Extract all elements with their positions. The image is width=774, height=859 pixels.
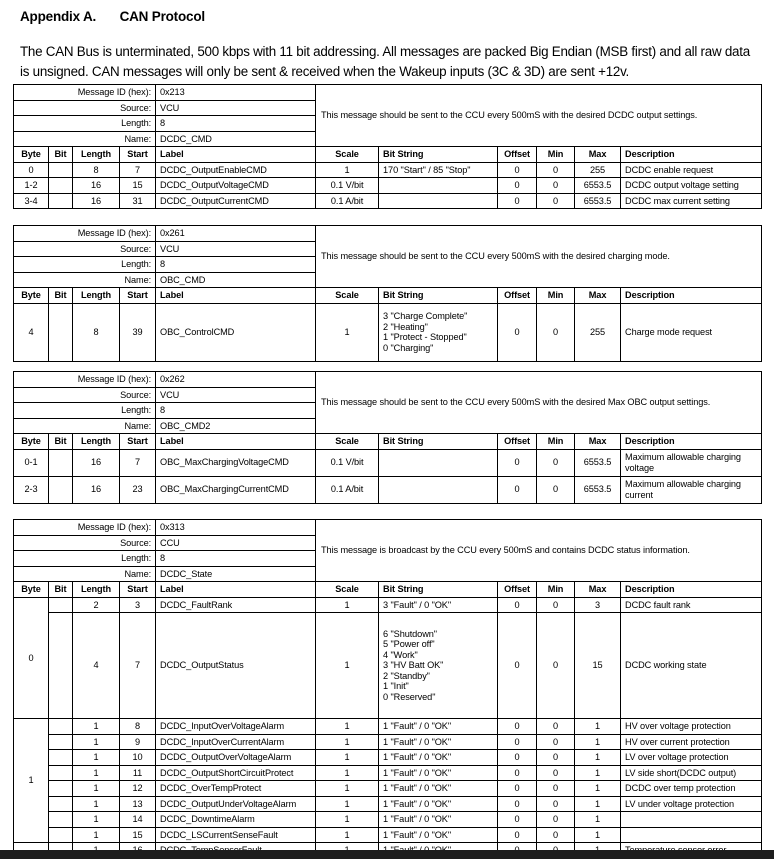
length-label: Length:	[14, 403, 156, 419]
bitstring-cell	[379, 613, 498, 719]
bitstring-cell: 1 "Fault" / 0 "OK"	[379, 750, 498, 766]
offset-cell: 0	[498, 476, 537, 503]
bitstring-cell: 1 "Fault" / 0 "OK"	[379, 812, 498, 828]
scale-cell: 1	[316, 812, 379, 828]
offset-cell: 0	[498, 449, 537, 476]
message-id-value: 0x261	[156, 226, 316, 242]
scale-cell: 0.1 A/bit	[316, 476, 379, 503]
min-cell: 0	[537, 162, 575, 178]
bitstring-cell: 1 "Fault" / 0 "OK"	[379, 719, 498, 735]
bitstring-cell: 1 "Fault" / 0 "OK"	[379, 781, 498, 797]
can-message-table-0x213	[13, 84, 762, 209]
description-cell: DCDC enable request	[621, 162, 762, 178]
length-cell: 1	[73, 765, 120, 781]
description-cell: HV over current protection	[621, 734, 762, 750]
bit-cell	[49, 178, 73, 194]
max-cell: 255	[575, 162, 621, 178]
description-cell: DCDC fault rank	[621, 597, 762, 613]
column-header-label: Label	[156, 147, 316, 163]
column-header-description: Description	[621, 434, 762, 450]
max-cell: 1	[575, 750, 621, 766]
min-cell: 0	[537, 597, 575, 613]
scale-cell: 0.1 V/bit	[316, 178, 379, 194]
bitstring-line: 2 "Heating"	[383, 321, 428, 332]
signal-row	[14, 827, 762, 843]
length-value: 8	[156, 116, 316, 132]
source-label: Source:	[14, 535, 156, 551]
signal-row	[14, 162, 762, 178]
signal-row	[14, 476, 762, 503]
section-number: Appendix A.	[20, 9, 97, 24]
min-cell: 0	[537, 613, 575, 719]
length-cell: 1	[73, 734, 120, 750]
offset-cell: 0	[498, 613, 537, 719]
start-cell: 23	[120, 476, 156, 503]
scale-cell: 1	[316, 162, 379, 178]
column-header-label: Label	[156, 434, 316, 450]
start-cell: 9	[120, 734, 156, 750]
length-cell: 4	[73, 613, 120, 719]
source-value: VCU	[156, 387, 316, 403]
length-value: 8	[156, 257, 316, 273]
column-header-bit: Bit	[49, 582, 73, 598]
column-header-max: Max	[575, 434, 621, 450]
scale-cell: 1	[316, 734, 379, 750]
scale-cell: 0.1 A/bit	[316, 193, 379, 209]
label-cell: DCDC_OutputOverVoltageAlarm	[156, 750, 316, 766]
max-cell: 6553.5	[575, 476, 621, 503]
scale-cell: 0.1 V/bit	[316, 449, 379, 476]
length-cell: 16	[73, 178, 120, 194]
name-value: OBC_CMD2	[156, 418, 316, 434]
signal-row	[14, 750, 762, 766]
start-cell: 15	[120, 827, 156, 843]
description-cell	[621, 827, 762, 843]
start-cell: 3	[120, 597, 156, 613]
max-cell: 15	[575, 613, 621, 719]
meta-row-message-id	[14, 372, 762, 388]
bitstring-line: 3 "Charge Complete"	[383, 311, 468, 321]
column-header-row	[14, 147, 762, 163]
start-cell: 14	[120, 812, 156, 828]
byte-cell: 0	[14, 162, 49, 178]
offset-cell: 0	[498, 178, 537, 194]
bitstring-cell: 1 "Fault" / 0 "OK"	[379, 827, 498, 843]
column-header-min: Min	[537, 582, 575, 598]
length-cell: 2	[73, 597, 120, 613]
length-cell: 8	[73, 162, 120, 178]
offset-cell: 0	[498, 734, 537, 750]
bit-cell	[49, 449, 73, 476]
byte-cell: 4	[14, 303, 49, 361]
scale-cell: 1	[316, 781, 379, 797]
column-header-offset: Offset	[498, 434, 537, 450]
appendix-heading	[20, 9, 205, 24]
label-cell: DCDC_OutputUnderVoltageAlarm	[156, 796, 316, 812]
column-header-bit-string: Bit String	[379, 147, 498, 163]
column-header-length: Length	[73, 582, 120, 598]
scale-cell: 1	[316, 750, 379, 766]
column-header-row	[14, 582, 762, 598]
description-cell	[621, 812, 762, 828]
message-note: This message should be sent to the CCU every 500mS with the desired Max OBC output settings.	[316, 372, 762, 434]
bitstring-line: 2 "Standby"	[383, 670, 430, 681]
column-header-scale: Scale	[316, 434, 379, 450]
min-cell: 0	[537, 827, 575, 843]
column-header-scale: Scale	[316, 288, 379, 304]
message-id-label: Message ID (hex):	[14, 372, 156, 388]
description-cell: Charge mode request	[621, 303, 762, 361]
offset-cell: 0	[498, 193, 537, 209]
length-cell: 16	[73, 193, 120, 209]
column-header-offset: Offset	[498, 582, 537, 598]
label-cell: DCDC_InputOverCurrentAlarm	[156, 734, 316, 750]
scale-cell: 1	[316, 765, 379, 781]
bit-cell	[49, 719, 73, 735]
column-header-byte: Byte	[14, 288, 49, 304]
label-cell: DCDC_OutputShortCircuitProtect	[156, 765, 316, 781]
scale-cell: 1	[316, 613, 379, 719]
column-header-bit: Bit	[49, 288, 73, 304]
start-cell: 11	[120, 765, 156, 781]
can-message-table-0x262	[13, 371, 762, 504]
message-id-value: 0x262	[156, 372, 316, 388]
can-message-table-0x313	[13, 519, 762, 859]
min-cell: 0	[537, 303, 575, 361]
signal-row	[14, 449, 762, 476]
bit-cell	[49, 796, 73, 812]
bitstring-line: 6 "Shutdown"	[383, 628, 437, 639]
label-cell: DCDC_OverTempProtect	[156, 781, 316, 797]
message-note: This message should be sent to the CCU every 500mS with the desired charging mode.	[316, 226, 762, 288]
label-cell: OBC_ControlCMD	[156, 303, 316, 361]
bit-cell	[49, 613, 73, 719]
offset-cell: 0	[498, 812, 537, 828]
description-cell: Maximum allowable charging current	[621, 476, 762, 503]
bitstring-line: 5 "Power off"	[383, 639, 435, 650]
min-cell: 0	[537, 781, 575, 797]
column-header-max: Max	[575, 147, 621, 163]
min-cell: 0	[537, 750, 575, 766]
name-label: Name:	[14, 418, 156, 434]
column-header-start: Start	[120, 582, 156, 598]
column-header-row	[14, 288, 762, 304]
max-cell: 1	[575, 765, 621, 781]
max-cell: 1	[575, 827, 621, 843]
description-cell: LV under voltage protection	[621, 796, 762, 812]
bit-cell	[49, 765, 73, 781]
min-cell: 0	[537, 476, 575, 503]
label-cell: DCDC_LSCurrentSenseFault	[156, 827, 316, 843]
label-cell: OBC_MaxChargingVoltageCMD	[156, 449, 316, 476]
bitstring-line: 0 "Reserved"	[383, 691, 436, 702]
label-cell: DCDC_OutputStatus	[156, 613, 316, 719]
offset-cell: 0	[498, 162, 537, 178]
length-cell: 16	[73, 449, 120, 476]
name-value: DCDC_State	[156, 566, 316, 582]
name-value: OBC_CMD	[156, 272, 316, 288]
min-cell: 0	[537, 734, 575, 750]
message-id-label: Message ID (hex):	[14, 226, 156, 242]
meta-row-message-id	[14, 85, 762, 101]
bottom-bar	[0, 850, 774, 859]
bitstring-cell	[379, 303, 498, 361]
byte-cell: 0	[14, 597, 49, 719]
max-cell: 1	[575, 812, 621, 828]
signal-row	[14, 303, 762, 361]
start-cell: 31	[120, 193, 156, 209]
bitstring-line: 3 "HV Batt OK"	[383, 660, 444, 671]
column-header-start: Start	[120, 434, 156, 450]
min-cell: 0	[537, 449, 575, 476]
column-header-byte: Byte	[14, 434, 49, 450]
bitstring-cell: 3 "Fault" / 0 "OK"	[379, 597, 498, 613]
offset-cell: 0	[498, 827, 537, 843]
signal-row	[14, 613, 762, 719]
signal-row	[14, 193, 762, 209]
description-cell: DCDC output voltage setting	[621, 178, 762, 194]
message-note: This message should be sent to the CCU every 500mS with the desired DCDC output settings.	[316, 85, 762, 147]
column-header-byte: Byte	[14, 582, 49, 598]
source-label: Source:	[14, 100, 156, 116]
max-cell: 6553.5	[575, 449, 621, 476]
length-value: 8	[156, 551, 316, 567]
max-cell: 255	[575, 303, 621, 361]
column-header-start: Start	[120, 147, 156, 163]
intro-paragraph: The CAN Bus is unterminated, 500 kbps with 11 bit addressing. All messages are packed Big Endian (MSB first) and all raw data is unsigned. CAN messages will only be sent & received when the Wakeup inputs (3C & 3D) are sent +12v.	[20, 44, 750, 79]
name-label: Name:	[14, 131, 156, 147]
label-cell: DCDC_OutputEnableCMD	[156, 162, 316, 178]
signal-row	[14, 719, 762, 735]
bit-cell	[49, 193, 73, 209]
min-cell: 0	[537, 765, 575, 781]
bit-cell	[49, 750, 73, 766]
column-header-offset: Offset	[498, 288, 537, 304]
min-cell: 0	[537, 812, 575, 828]
offset-cell: 0	[498, 597, 537, 613]
bitstring-line: 0 "Charging"	[383, 342, 434, 353]
column-header-bit-string: Bit String	[379, 288, 498, 304]
column-header-length: Length	[73, 434, 120, 450]
max-cell: 6553.5	[575, 193, 621, 209]
bit-cell	[49, 734, 73, 750]
source-label: Source:	[14, 387, 156, 403]
message-id-value: 0x313	[156, 520, 316, 536]
length-cell: 1	[73, 827, 120, 843]
meta-row-message-id	[14, 520, 762, 536]
bit-cell	[49, 162, 73, 178]
start-cell: 7	[120, 449, 156, 476]
column-header-label: Label	[156, 288, 316, 304]
column-header-scale: Scale	[316, 582, 379, 598]
max-cell: 1	[575, 781, 621, 797]
label-cell: DCDC_DowntimeAlarm	[156, 812, 316, 828]
source-value: VCU	[156, 241, 316, 257]
start-cell: 7	[120, 613, 156, 719]
length-cell: 16	[73, 476, 120, 503]
signal-row	[14, 597, 762, 613]
column-header-offset: Offset	[498, 147, 537, 163]
start-cell: 39	[120, 303, 156, 361]
signal-row	[14, 765, 762, 781]
scale-cell: 1	[316, 827, 379, 843]
offset-cell: 0	[498, 796, 537, 812]
start-cell: 10	[120, 750, 156, 766]
scale-cell: 1	[316, 597, 379, 613]
min-cell: 0	[537, 193, 575, 209]
label-cell: DCDC_InputOverVoltageAlarm	[156, 719, 316, 735]
max-cell: 1	[575, 719, 621, 735]
description-cell: LV over voltage protection	[621, 750, 762, 766]
start-cell: 15	[120, 178, 156, 194]
bitstring-cell: 170 "Start" / 85 "Stop"	[379, 162, 498, 178]
bitstring-line: 1 "Protect - Stopped"	[383, 332, 467, 342]
description-cell: DCDC max current setting	[621, 193, 762, 209]
meta-row-message-id	[14, 226, 762, 242]
max-cell: 6553.5	[575, 178, 621, 194]
bitstring-line: 1 "Init"	[383, 681, 409, 692]
message-id-value: 0x213	[156, 85, 316, 101]
column-header-label: Label	[156, 582, 316, 598]
length-label: Length:	[14, 551, 156, 567]
label-cell: OBC_MaxChargingCurrentCMD	[156, 476, 316, 503]
column-header-bit: Bit	[49, 147, 73, 163]
bitstring-line: 4 "Work"	[383, 649, 418, 660]
signal-row	[14, 781, 762, 797]
bit-cell	[49, 812, 73, 828]
column-header-bit-string: Bit String	[379, 434, 498, 450]
bit-cell	[49, 781, 73, 797]
column-header-byte: Byte	[14, 147, 49, 163]
scale-cell: 1	[316, 719, 379, 735]
bit-cell	[49, 827, 73, 843]
column-header-max: Max	[575, 582, 621, 598]
bitstring-cell	[379, 193, 498, 209]
scale-cell: 1	[316, 796, 379, 812]
length-label: Length:	[14, 116, 156, 132]
length-value: 8	[156, 403, 316, 419]
signal-row	[14, 734, 762, 750]
column-header-max: Max	[575, 288, 621, 304]
byte-cell: 1	[14, 719, 49, 843]
min-cell: 0	[537, 796, 575, 812]
offset-cell: 0	[498, 719, 537, 735]
bitstring-cell: 1 "Fault" / 0 "OK"	[379, 734, 498, 750]
byte-cell: 1-2	[14, 178, 49, 194]
bitstring-cell	[379, 449, 498, 476]
bitstring-cell	[379, 178, 498, 194]
column-header-bit: Bit	[49, 434, 73, 450]
scale-cell: 1	[316, 303, 379, 361]
can-message-table-0x261	[13, 225, 762, 362]
max-cell: 1	[575, 796, 621, 812]
bit-cell	[49, 597, 73, 613]
description-cell: DCDC working state	[621, 613, 762, 719]
signal-row	[14, 796, 762, 812]
column-header-start: Start	[120, 288, 156, 304]
column-header-bit-string: Bit String	[379, 582, 498, 598]
column-header-min: Min	[537, 288, 575, 304]
column-header-min: Min	[537, 147, 575, 163]
label-cell: DCDC_OutputVoltageCMD	[156, 178, 316, 194]
description-cell: LV side short(DCDC output)	[621, 765, 762, 781]
source-value: CCU	[156, 535, 316, 551]
source-value: VCU	[156, 100, 316, 116]
description-cell: DCDC over temp protection	[621, 781, 762, 797]
start-cell: 7	[120, 162, 156, 178]
label-cell: DCDC_FaultRank	[156, 597, 316, 613]
signal-row	[14, 812, 762, 828]
column-header-min: Min	[537, 434, 575, 450]
min-cell: 0	[537, 178, 575, 194]
offset-cell: 0	[498, 303, 537, 361]
source-label: Source:	[14, 241, 156, 257]
byte-cell: 2-3	[14, 476, 49, 503]
column-header-row	[14, 434, 762, 450]
start-cell: 12	[120, 781, 156, 797]
byte-cell: 3-4	[14, 193, 49, 209]
bitstring-cell	[379, 476, 498, 503]
column-header-length: Length	[73, 147, 120, 163]
description-cell: Maximum allowable charging voltage	[621, 449, 762, 476]
max-cell: 3	[575, 597, 621, 613]
message-id-label: Message ID (hex):	[14, 85, 156, 101]
column-header-description: Description	[621, 147, 762, 163]
length-cell: 1	[73, 796, 120, 812]
column-header-description: Description	[621, 582, 762, 598]
bit-cell	[49, 476, 73, 503]
name-label: Name:	[14, 566, 156, 582]
message-note: This message is broadcast by the CCU every 500mS and contains DCDC status information.	[316, 520, 762, 582]
name-value: DCDC_CMD	[156, 131, 316, 147]
length-label: Length:	[14, 257, 156, 273]
length-cell: 1	[73, 719, 120, 735]
start-cell: 13	[120, 796, 156, 812]
description-cell: HV over voltage protection	[621, 719, 762, 735]
offset-cell: 0	[498, 781, 537, 797]
column-header-description: Description	[621, 288, 762, 304]
offset-cell: 0	[498, 750, 537, 766]
bitstring-cell: 1 "Fault" / 0 "OK"	[379, 796, 498, 812]
byte-cell: 0-1	[14, 449, 49, 476]
length-cell: 8	[73, 303, 120, 361]
message-id-label: Message ID (hex):	[14, 520, 156, 536]
section-title: CAN Protocol	[119, 9, 205, 24]
label-cell: DCDC_OutputCurrentCMD	[156, 193, 316, 209]
offset-cell: 0	[498, 765, 537, 781]
bit-cell	[49, 303, 73, 361]
length-cell: 1	[73, 812, 120, 828]
column-header-scale: Scale	[316, 147, 379, 163]
signal-row	[14, 178, 762, 194]
start-cell: 8	[120, 719, 156, 735]
length-cell: 1	[73, 750, 120, 766]
column-header-length: Length	[73, 288, 120, 304]
min-cell: 0	[537, 719, 575, 735]
bitstring-cell: 1 "Fault" / 0 "OK"	[379, 765, 498, 781]
name-label: Name:	[14, 272, 156, 288]
length-cell: 1	[73, 781, 120, 797]
max-cell: 1	[575, 734, 621, 750]
